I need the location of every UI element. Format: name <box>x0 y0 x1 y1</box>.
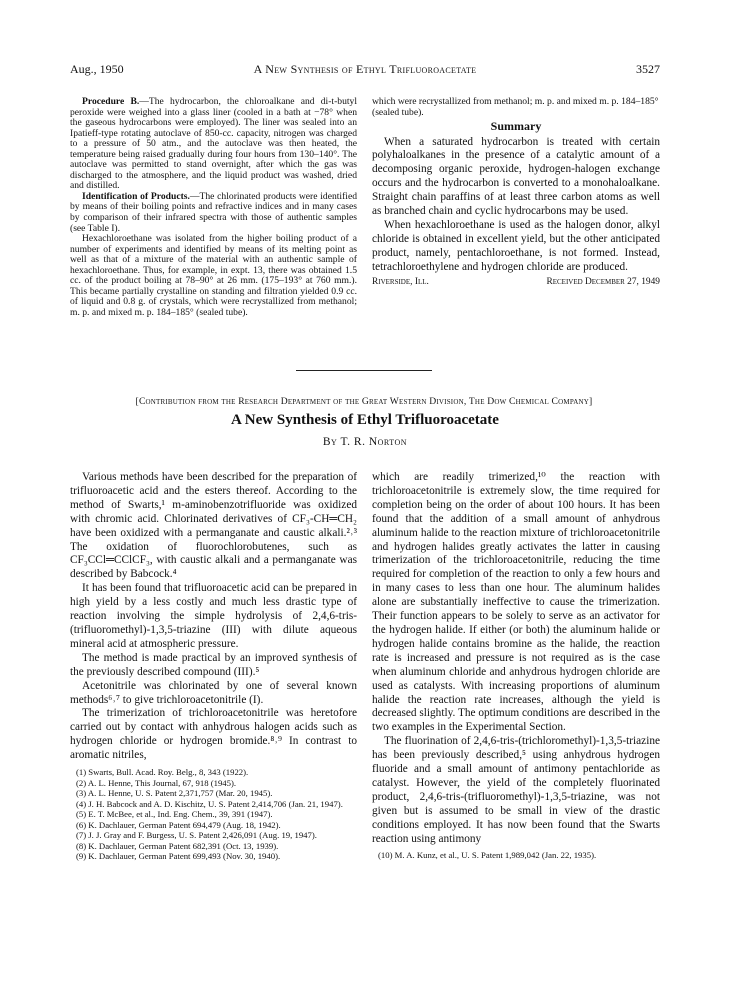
summary-heading: Summary <box>490 119 542 133</box>
header-date: Aug., 1950 <box>70 62 124 76</box>
footnote: (8) K. Dachlauer, German Patent 682,391 (Oct. 13, 1939). <box>76 840 279 851</box>
received-date: Received December 27, 1949 <box>546 276 660 287</box>
footnote: (10) M. A. Kunz, et al., U. S. Patent 1,989,042 (Jan. 22, 1935). <box>378 850 597 861</box>
body-paragraph: which are readily trimerized,¹⁰ the reaction with trichloroacetonitrile is extremely slow, the time required for completion being on the order of about 100 hours. It has been found that the addition of a small amount of anhydrous aluminum halide to the reaction mixture of trichloroacetonitrile and hydrogen halides greatly activates the latter in causing trimerization of the trichloroacetonitrile, reducing the time required for completion of the reaction to only a few hours and in many cases to less than one hour. The aluminum halides alone are substantially ineffective to cause the trimerization. Their function appears to be solely to serve as an activator for the hydrogen halide. If either (or both) the aluminum halide or hydrogen halide contains bromine as the halide, the reaction rate is increased and pressure is not required as is the case when aluminum chloride and anhydrous hydrogen chloride are used as catalysts. With increasing proportions of aluminum halide the reaction rate increases, although the yield is decreased slightly. The optimum conditions are described in the two examples in the Experimental Section. <box>372 471 660 734</box>
footnote: (3) A. L. Henne, U. S. Patent 2,371,757 (Mar. 20, 1945). <box>76 788 273 799</box>
footnote: (4) J. H. Babcock and A. D. Kischitz, U. S. Patent 2,414,706 (Jan. 21, 1947). <box>76 798 343 809</box>
identification-text: —The chlorinated products were identified by means of their boiling points and refractive indices and in many cases by comparison of their infrared spectra with those of authentic samples (see Table I). <box>70 190 358 234</box>
page-number: 3527 <box>636 62 660 76</box>
footnote: (5) E. T. McBee, et al., Ind. Eng. Chem., 39, 391 (1947). <box>76 809 273 820</box>
article-separator-rule <box>296 370 432 371</box>
article-byline: By T. R. Norton <box>322 436 408 448</box>
procedure-b-text: —The hydrocarbon, the chloroalkane and di-t-butyl peroxide were weighed into a glass liner (cooled in a bath at −78° when the gaseous hydrocarbons were employed). The liner was sealed into an Ipatieff-type rotating autoclave of 850-cc. capacity, nitrogen was charged to a pressure of 50 atm., and the autoclave was then heated, the temperature being raised gradually during four hours from 130–140°. The autoclave was permitted to stand overnight, after which the gas was discharged to the atmosphere, and the liquid product was washed, dried and distilled. <box>70 96 357 192</box>
place: Riverside, Ill. <box>372 276 429 287</box>
summary-paragraph-1: When a saturated hydrocarbon is treated with certain polyhaloalkanes in the presence of a catalytic amount of a decomposing organic peroxide, hydrogen-halogen exchange occurs and the hydrocarbon is converted to a monohaloalkane. Straight chain paraffins of at least three carbon atoms as well as branched chain and cyclic hydrocarbons may be used. <box>372 135 660 218</box>
footnote: (1) Swarts, Bull. Acad. Roy. Belg., 8, 343 (1922). <box>76 767 249 778</box>
body-paragraph: The trimerization of trichloroacetonitrile was heretofore carried out by contact with anhydrous halogen acids such as hydrogen chloride or hydrogen bromide.⁸˒⁹ In contrast to aromatic nitriles, <box>70 707 357 762</box>
body-paragraph: Acetonitrile was chlorinated by one of several known methods⁶˒⁷ to give trichloroacetonitrile (I). <box>70 679 357 706</box>
body-paragraph: The method is made practical by an improved synthesis of the previously described compound (III).⁵ <box>70 651 357 678</box>
footnote: (9) K. Dachlauer, German Patent 699,493 (Nov. 30, 1940). <box>76 851 281 862</box>
footnotes-left <box>70 767 357 862</box>
footnotes-right <box>372 850 660 861</box>
signature-line <box>372 277 660 288</box>
article-right-column <box>372 471 660 861</box>
article-title: A New Synthesis of Ethyl Trifluoroacetate <box>231 412 499 428</box>
footnote: (6) K. Dachlauer, German Patent 694,479 (Aug. 18, 1942). <box>76 819 281 830</box>
prev-article-right-column <box>372 97 660 287</box>
procedure-b-label: Procedure B. <box>82 96 140 107</box>
prev-article-left-column <box>70 96 358 318</box>
identification-paragraph <box>70 192 357 234</box>
body-paragraph: The fluorination of 2,4,6-tris-(trichloromethyl)-1,3,5-triazine has been previously described,⁵ using anhydrous hydrogen fluoride and a small amount of antimony pentachloride as catalyst. However, the yield of the completely fluorinated product, 2,4,6-tris-(trifluoromethyl)-1,3,5-triazine, was not given but is assumed to be small in view of the drastic conditions employed. It has now been found that the Swarts reaction using antimony <box>372 735 660 845</box>
hexachloro-continuation: which were recrystallized from methanol; m. p. and mixed m. p. 184–185° (sealed tube). <box>372 96 659 118</box>
contribution-line: [Contribution from the Research Department of the Great Western Division, The Dow Chemical Company] <box>135 396 593 407</box>
header-title: A New Synthesis of Ethyl Trifluoroacetate <box>253 62 477 76</box>
summary-paragraph-2: When hexachloroethane is used as the halogen donor, alkyl chloride is obtained in excellent yield, but the other anticipated product, namely, pentachloroethane, is not formed. Instead, tetrachloroethylene and hydrogen chloride are produced. <box>372 218 660 273</box>
body-paragraph: Various methods have been described for the preparation of trifluoroacetic acid and the esters thereof. According to the method of Swarts,¹ m-aminobenzotrifluoride was oxidized with chromic acid. Chlorinated derivatives of CF₃-CH═CH₂ have been oxidized with a permanganate and caustic alkali.²˒³ The oxidation of fluorochlorobutenes, such as CF₃CCl═CClCF₃, with caustic alkali and a permanganate was described by Babcock.⁴ <box>70 471 357 581</box>
footnote: (7) J. J. Gray and F. Burgess, U. S. Patent 2,426,091 (Aug. 19, 1947). <box>76 830 317 841</box>
footnote: (2) A. L. Henne, This Journal, 67, 918 (1945). <box>76 777 237 788</box>
hexachloroethane-paragraph: Hexachloroethane was isolated from the higher boiling product of a number of experiments and identified by means of its melting point as well as that of a mixture of the material with an authentic sample of hexachloroethane. Thus, for example, in expt. 13, there was obtained 1.5 cc. of the product boiling at 78–90° at 26 mm. (175–193° at 760 mm.). This became partially crystalline on standing and filtration yielded 0.9 cc. of liquid and 0.8 g. of crystals, which were recrystallized from methanol; m. p. and mixed m. p. 184–185° (sealed tube). <box>70 233 357 318</box>
article-left-column <box>70 471 357 862</box>
body-paragraph: It has been found that trifluoroacetic acid can be prepared in high yield by a less costly and much less drastic type of reaction involving the simple hydrolysis of 2,4,6-tris-(trifluoromethyl)-1,3,5-triazine (III) with dilute aqueous mineral acid at atmospheric pressure. <box>70 582 357 650</box>
identification-label: Identification of Products. <box>82 190 190 202</box>
procedure-b-paragraph <box>70 97 357 192</box>
